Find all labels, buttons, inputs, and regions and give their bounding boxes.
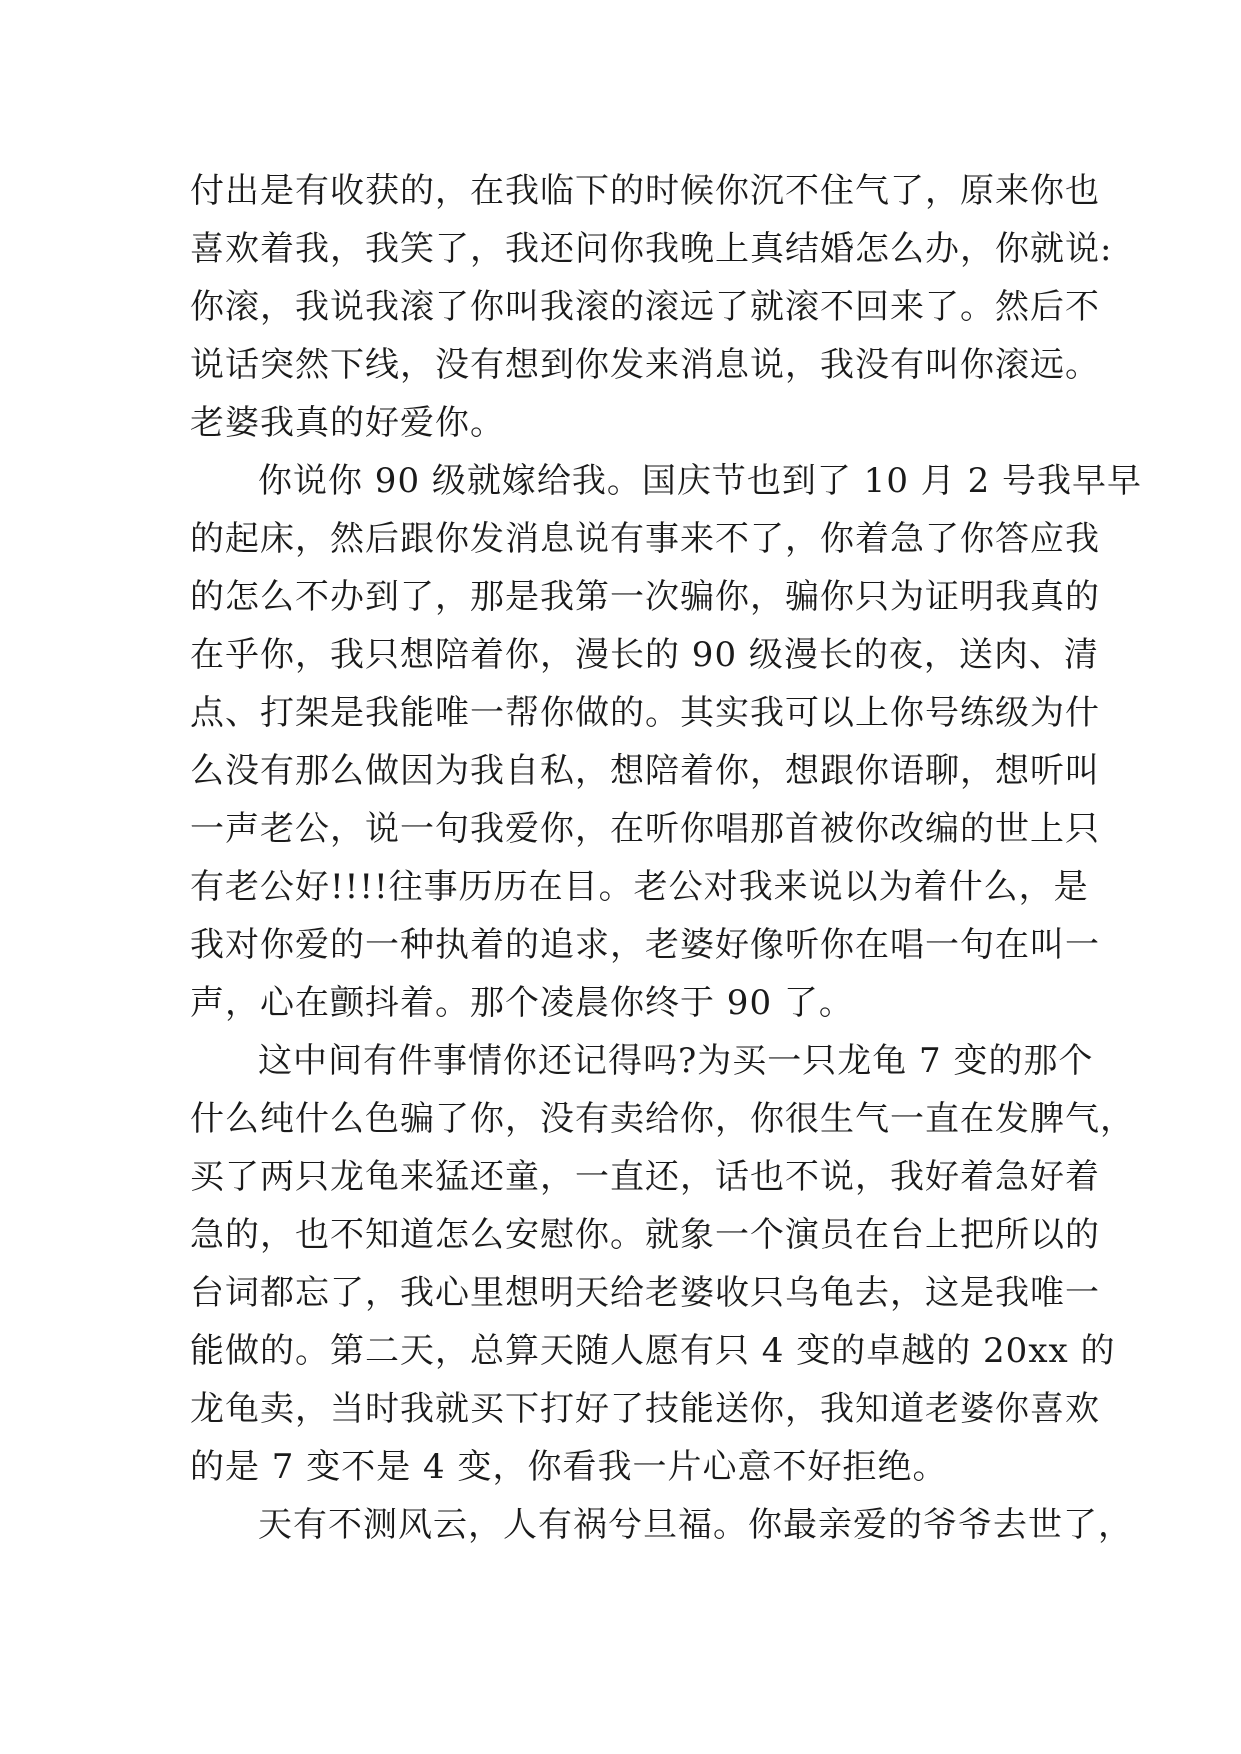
text-line: 龙龟卖，当时我就买下打好了技能送你，我知道老婆你喜欢	[190, 1389, 1100, 1429]
text-line: 付出是有收获的，在我临下的时候你沉不住气了，原来你也	[190, 171, 1100, 211]
text-line: 的起床，然后跟你发消息说有事来不了，你着急了你答应我	[190, 519, 1100, 559]
text-line: 的怎么不办到了，那是我第一次骗你，骗你只为证明我真的	[190, 577, 1100, 617]
text-line: 台词都忘了，我心里想明天给老婆收只乌龟去，这是我唯一	[190, 1273, 1100, 1313]
text-line: 么没有那么做因为我自私，想陪着你，想跟你语聊，想听叫	[190, 751, 1100, 791]
text-line: 买了两只龙龟来猛还童，一直还，话也不说，我好着急好着	[190, 1157, 1100, 1197]
text-line: 天有不测风云，人有祸兮旦福。你最亲爱的爷爷去世了，	[258, 1505, 1133, 1545]
text-line: 在乎你，我只想陪着你，漫长的 90 级漫长的夜，送肉、清	[190, 635, 1099, 675]
text-line: 说话突然下线，没有想到你发来消息说，我没有叫你滚远。	[190, 345, 1100, 385]
text-line: 点、打架是我能唯一帮你做的。其实我可以上你号练级为什	[190, 693, 1100, 733]
text-line: 这中间有件事情你还记得吗?为买一只龙龟 7 变的那个	[258, 1041, 1094, 1081]
paragraph-2	[190, 452, 1143, 1032]
paragraph-1	[190, 162, 1113, 452]
text-line: 有老公好!!!!往事历历在目。老公对我来说以为着什么，是	[190, 867, 1089, 907]
paragraph-3	[190, 1032, 1135, 1496]
text-line: 声，心在颤抖着。那个凌晨你终于 90 了。	[190, 983, 854, 1023]
text-line: 什么纯什么色骗了你，没有卖给你，你很生气一直在发脾气，	[190, 1099, 1135, 1139]
text-line: 能做的。第二天，总算天随人愿有只 4 变的卓越的 20xx 的	[190, 1331, 1116, 1371]
text-line: 你滚，我说我滚了你叫我滚的滚远了就滚不回来了。然后不	[190, 287, 1100, 327]
text-line: 的是 7 变不是 4 变，你看我一片心意不好拒绝。	[190, 1447, 948, 1487]
paragraph-4	[190, 1496, 1133, 1554]
document-body	[190, 162, 1143, 1554]
text-line: 急的，也不知道怎么安慰你。就象一个演员在台上把所以的	[190, 1215, 1100, 1255]
text-line: 老婆我真的好爱你。	[190, 403, 505, 443]
text-line: 我对你爱的一种执着的追求，老婆好像听你在唱一句在叫一	[190, 925, 1100, 965]
text-line: 你说你 90 级就嫁给我。国庆节也到了 10 月 2 号我早早	[258, 461, 1143, 501]
text-line: 喜欢着我，我笑了，我还问你我晚上真结婚怎么办，你就说:	[190, 229, 1113, 269]
text-line: 一声老公，说一句我爱你，在听你唱那首被你改编的世上只	[190, 809, 1100, 849]
